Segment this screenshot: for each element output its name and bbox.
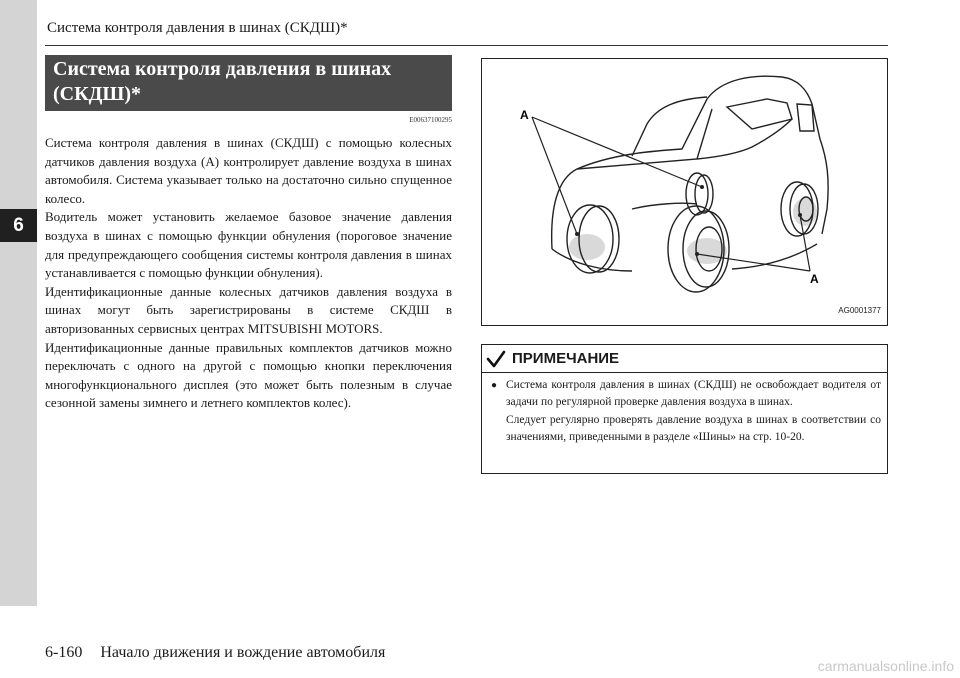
chapter-tab: 6 <box>0 209 37 242</box>
chapter-title: Начало движения и вождение автомобиля <box>100 644 386 661</box>
wheels <box>567 173 818 292</box>
front-right-wheel <box>686 173 708 215</box>
running-header: Система контроля давления в шинах (СКДШ)* <box>47 20 348 36</box>
paragraph: Система контроля давления в шинах (СКДШ) с помощью колесных датчиков давления воздуха (А) контролирует давление воздуха в шинах автомобиля. Система указывает только на достаточно сильно спущенное колесо. <box>45 135 452 206</box>
callout-label-top: A <box>520 108 529 122</box>
page-number: 6-160 <box>45 644 83 661</box>
note-box <box>481 344 888 474</box>
header-rule <box>45 45 888 46</box>
page-footer <box>45 644 385 662</box>
side-strip <box>0 0 37 606</box>
paragraph: Водитель может установить желаемое базовое значение давления воздуха в шинах с помощью функции обнуления (пороговое значение для предупреждающего сообщения системы контроля давления в шинах устанавливается с помощью функции обнуления). <box>45 209 452 281</box>
note-label: ПРИМЕЧАНИЕ <box>512 350 620 367</box>
figure-code: AG0001377 <box>838 306 881 315</box>
section-title: Система контроля давления в шинах (СКДШ)* <box>45 55 452 111</box>
note-body <box>482 373 887 447</box>
body-text <box>45 134 452 413</box>
note-line: Следует регулярно проверять давление воздуха в шинах в соответствии со значениями, приведенными в разделе «Шины» на стр. 10-20. <box>506 413 881 444</box>
note-line: Система контроля давления в шинах (СКДШ) не освобождает водителя от задачи по регулярной проверке давления воздуха в шинах. <box>506 379 881 409</box>
car-illustration <box>482 59 887 325</box>
section-code: E00637100295 <box>409 116 452 124</box>
watermark: carmanualsonline.info <box>817 658 954 674</box>
paragraph: Идентификационные данные правильных комплектов датчиков можно переключать с одного на другой с помощью кнопки переключения многофункционального дисплея (это может быть полезным в случае сезонной замены зимнего и летнего комплектов колес). <box>45 339 452 411</box>
car-sensor-figure <box>481 58 888 326</box>
pencil-check-icon <box>486 349 506 369</box>
callout-label-bottom: A <box>810 272 819 286</box>
note-header <box>482 345 887 373</box>
bullet-icon: ● <box>491 380 498 391</box>
paragraph: Идентификационные данные колесных датчиков давления воздуха в шинах могут быть зарегистрированы в системе СКДШ в авторизованных сервисных центрах MITSUBISHI MOTORS. <box>45 283 452 336</box>
